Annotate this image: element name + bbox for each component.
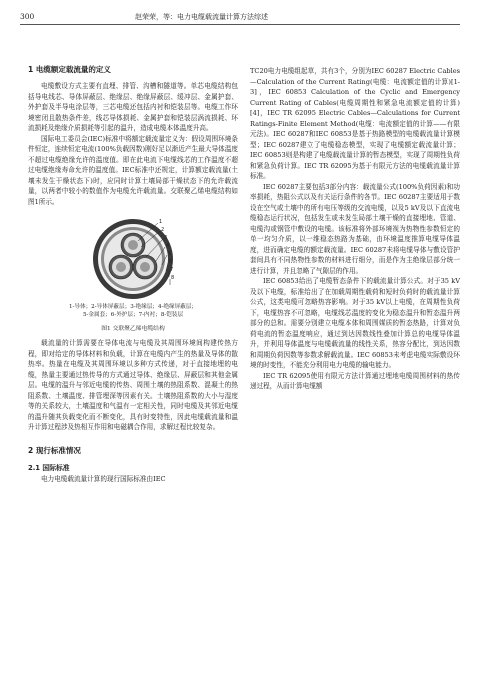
svg-text:6: 6 bbox=[169, 259, 173, 265]
figure-caption: 图1 交联聚乙烯电缆结构 bbox=[101, 326, 165, 332]
running-title: 赵荣荣，等：电力电缆载流量计算方法综述 bbox=[135, 13, 268, 21]
left-column bbox=[28, 64, 238, 484]
svg-text:5: 5 bbox=[168, 251, 172, 257]
cable-cross-section-image bbox=[28, 211, 238, 301]
cable-structure-figure bbox=[28, 211, 238, 301]
section-1-title: 1 电缆额定载流量的定义 bbox=[28, 65, 111, 74]
svg-text:2: 2 bbox=[161, 227, 165, 233]
figure-legend bbox=[28, 303, 238, 319]
svg-text:3: 3 bbox=[164, 235, 168, 241]
paragraph: 载流量的计算需要在导体电流与电缆及其周围环境间构建传热方程，即对给定的导体材料和负载，计算在电缆内产生的热量及导体的散热率。热量在电缆及其周围环境以多种方式传递，对于直接地埋的电缆，热量主要通过热传导的方式通过导体、绝缘层、屏蔽层和其他金属层。电缆的温升与邻近电缆的传热、周围土壤的热阻系数、混凝土的热阻系数、土壤温度、排管埋深等因素有关。土壤热阻系数的大小与湿度等的关系较大，土壤温度和气温有一定相关性，同时电缆及其邻近电缆的温升随其负载变化而不断变化，具有时变特性，因此电缆载流量和温升计算过程涉及热相互作用和电磁耦合作用，求解过程比较复杂。 bbox=[28, 339, 238, 431]
figure-legend-line: 1-导体；2-导体屏蔽层；3-绝缘层；4-绝缘屏蔽层； bbox=[68, 304, 198, 310]
section-2-title: 2 现行标准情况 bbox=[28, 445, 81, 455]
paragraph: IEC TR 62095使用有限元方法计算通过埋地电缆周围材料的热传递过程，从而计算电缆额 bbox=[250, 371, 460, 390]
figure-legend-line: 5-金属套；6-外护层；7-内衬；8-铠装层 bbox=[82, 312, 184, 318]
paragraph: 电力电缆载流量计算的现行国际标准由IEC bbox=[41, 474, 166, 483]
paragraph: 国际电工委员会(IEC)标准中将额定载流量定义为：假设周围环境条件恒定，连续恒定电流(100%负载因数)刚好足以渐近产生最大导体温度不超过电缆绝缘允许的温度值。即在此电流下电缆线芯的工作温度不超过电缆绝缘寿命允许的温度值。IEC标准中还规定，计算额定载流量(土壤未发生干燥状态下)时，应同时计算土壤局部干燥状态下的允许载流量，以两者中较小的数值作为电缆允许载流量。交联聚乙烯电缆结构如图1所示。 bbox=[28, 134, 238, 206]
section-2-1-title: 2.1 国际标准 bbox=[28, 463, 70, 472]
svg-text:7: 7 bbox=[170, 267, 174, 273]
page-number: 300 bbox=[20, 12, 35, 21]
right-column bbox=[250, 66, 460, 392]
svg-text:8: 8 bbox=[171, 275, 175, 281]
page-header bbox=[20, 12, 460, 25]
paragraph: TC20电力电缆组起草，共有3个，分别为IEC 60287 Electric Cables—Calculation of the Current Rating(电缆：电流额定值的计算)[1-3]，IEC 60853 Calculation of the Cyclic and Emergency Current Rating of Cables(电缆周期性和紧急电流额定值的计算)[4]，IEC TR 62095 Electric Cables—Calculations for Current Ratings-Finite Element Method(电缆：电流额定值的计算——有限元法)。IEC 60287和IEC 60853是基于热路模型的电缆载流量计算模型；IEC 60287建立了电缆稳态模型，实现了电缆额定载流量计算；IEC 60853则是构建了电缆载流量计算的暂态模型，实现了周期性负荷和紧急负荷计算。IEC TR 62095为基于有限元方法的电缆载流量计算标准。 bbox=[250, 67, 460, 180]
paragraph: IEC 60287主要包括3部分内容：载流量公式(100%负荷因素)和功率损耗，热阻公式以及有关运行条件的各节。IEC 60287主要适用于数设在空气或土壤中的所有电压等级的交流电缆，以及5 kV及以下直流电缆稳态运行状况，包括发生或未发生局部土壤干燥的直接埋地、管道、电缆沟或钢管中敷设的电缆。该标准将外部环境视为热物性参数恒定的单一均匀介质，以一维稳态热路为基础，由环境温度推算电缆导体温度，进而确定电缆的额定载流量。IEC 60287未将电缆导体与敷设管护套间具有不同热物性参数的材料进行细分，而是作为主绝缘层部分统一进行计算，并且忽略了气隙层的作用。 bbox=[250, 182, 460, 275]
svg-text:1: 1 bbox=[159, 219, 163, 225]
paragraph: IEC 60853给出了电缆暂态条件下的载流量计算公式。对于35 kV及以下电缆，标准给出了在加载周期性载荷和短时负荷时的载流量计算公式，这类电缆可忽略热容影响。对于35 kV以上电缆，在周期性负荷下，电缆热容不可忽略，电缆线芯温度的变化为稳态温升和暂态温升两部分的总和。需要分别建立电缆本体和周围媒质的暂态热路，计算对负荷电流的暂态温度响应，通过到达因数线性叠加计算总的电缆导体温升，并利用导体温度与电缆载流量的线性关系，热容分配比，到达因数和周期负荷因数等参数求解载流量。IEC 60853未考虑电缆实际敷设环境的时变性，不能充分利用电力电缆的输电能力。 bbox=[250, 277, 460, 369]
svg-text:4: 4 bbox=[166, 243, 170, 249]
paragraph: 电缆敷设方式主要有直埋、排管、沟槽和隧道等。单芯电缆结构包括导电线芯、导体屏蔽层、绝缘层、绝缘屏蔽层、缓冲层、金属护套、外护套及半导电涂层等，三芯电缆还包括内衬和铠装层等。电缆工作环境密闭且散热条件差，线芯导体损耗、金属护套和铠装层涡流损耗、环流损耗及绝缘介质损耗等引起的温升，造成电缆本体温度升高。 bbox=[28, 82, 238, 132]
